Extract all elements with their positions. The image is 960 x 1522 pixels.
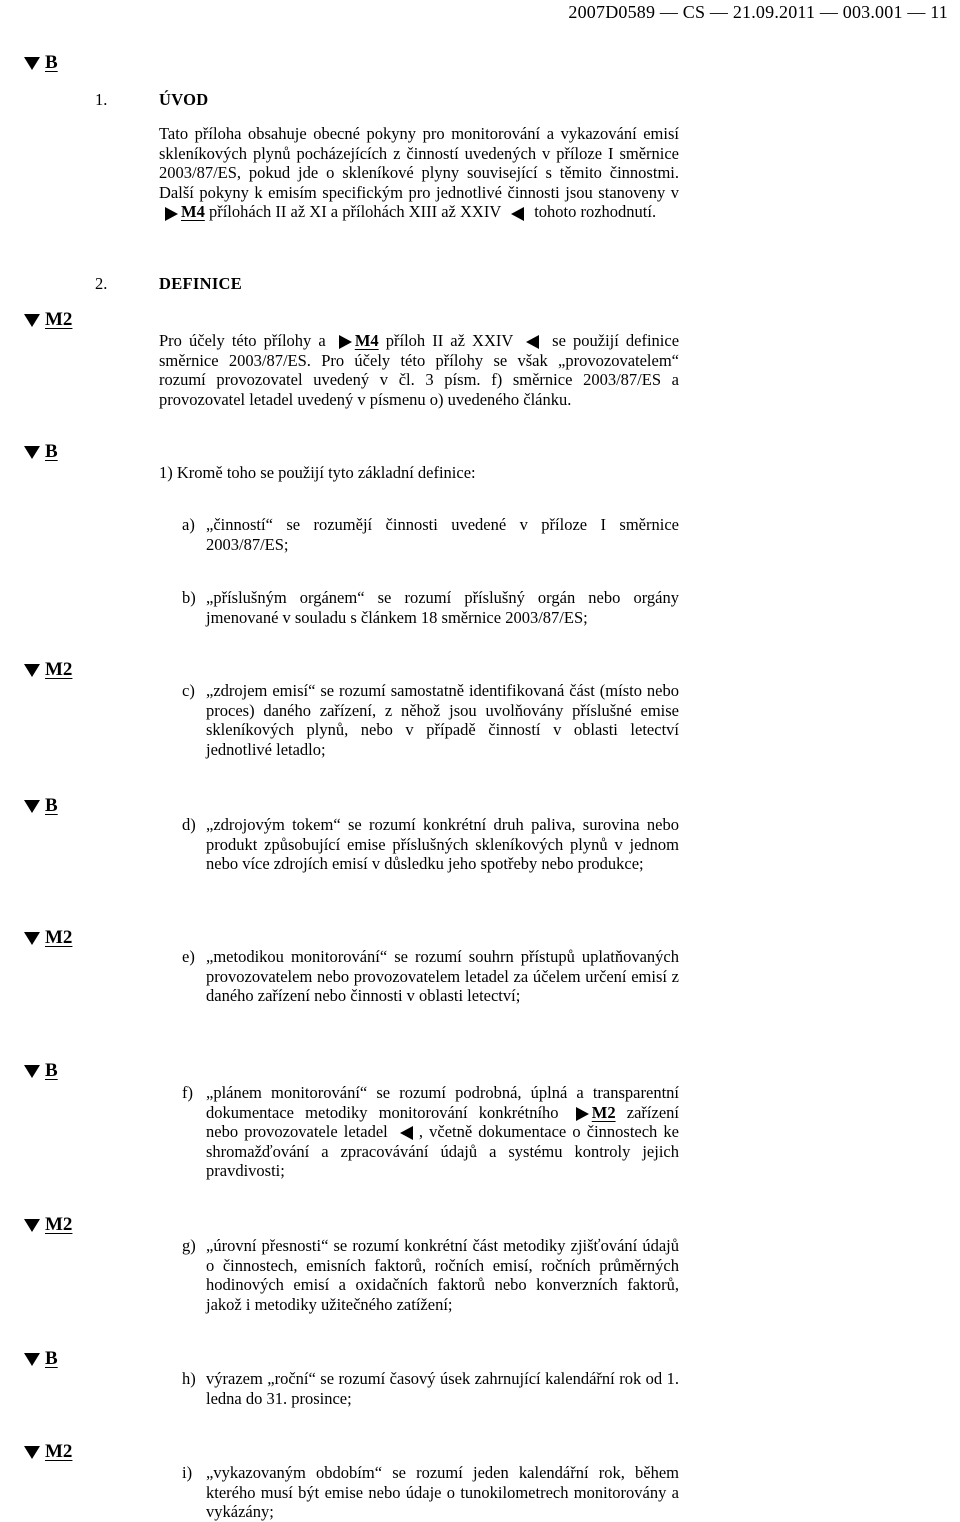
triangle-down-icon bbox=[24, 1065, 40, 1078]
amendment-marker: B bbox=[24, 1348, 58, 1370]
definition-item: d) „zdrojovým tokem“ se rozumí konkrétní druh paliva, surovina nebo produkt způsobující emise příslušných skleníkových plynů v jednom nebo více zdrojích emisí v důsledku jeho spotřeby nebo produkce; bbox=[182, 815, 679, 874]
definition-item: g) „úrovní přesnosti“ se rozumí konkrétní část metodiky zjišťování údajů o činnostech, emisních faktorů, ročních emisí, ročních průměrných hodinových emisí a oxidačních faktorů nebo konverzních faktorů, jakož i metodiky užitečného zatížení; bbox=[182, 1236, 679, 1314]
amendment-marker: M2 bbox=[24, 309, 72, 331]
definition-item: f) „plánem monitorování“ se rozumí podrobná, úplná a transparentní dokumentace metodiky monitorování konkrétního M2 zařízení nebo provozovatele letadel , včetně dokumentace o činnostech ke shromažďování a zpracovávání údajů a systému kontroly jejich pravdivosti; bbox=[182, 1083, 679, 1181]
amendment-marker-inline: M4 bbox=[333, 331, 379, 350]
triangle-down-icon bbox=[24, 314, 40, 327]
triangle-down-icon bbox=[24, 664, 40, 677]
section-1-heading: 1. ÚVOD bbox=[95, 90, 209, 109]
arrow-right-icon bbox=[165, 207, 178, 221]
section-1-paragraph: Tato příloha obsahuje obecné pokyny pro monitorování a vykazování emisí skleníkových plynů pocházejících z činností uvedených v příloze I směrnice 2003/87/ES, pokud jde o skleníkové plyny související s těmito činnostmi. Další pokyny k emisím specifickým pro jednotlivé činnosti jsou stanoveny v M4 přílohách II až XI a přílohách XIII až XXIV tohoto rozhodnutí. bbox=[159, 124, 679, 222]
definition-item: c) „zdrojem emisí“ se rozumí samostatně identifikovaná část (místo nebo proces) daného zařízení, z něhož jsou uvolňovány příslušné emise skleníkových plynů, nebo v případě činností v oblasti letectví jednotlivé letadlo; bbox=[182, 681, 679, 759]
triangle-down-icon bbox=[24, 446, 40, 459]
amendment-marker: B bbox=[24, 1060, 58, 1082]
amendment-marker: B bbox=[24, 795, 58, 817]
amendment-marker: B bbox=[24, 441, 58, 463]
amendment-marker: M2 bbox=[24, 1214, 72, 1236]
amendment-marker: M2 bbox=[24, 659, 72, 681]
definition-item: b) „příslušným orgánem“ se rozumí příslušný orgán nebo orgány jmenované v souladu s článkem 18 směrnice 2003/87/ES; bbox=[182, 588, 679, 627]
amendment-marker-inline: M2 bbox=[570, 1103, 616, 1122]
triangle-down-icon bbox=[24, 1219, 40, 1232]
definition-item: e) „metodikou monitorování“ se rozumí souhrn přístupů uplatňovaných provozovatelem nebo provozovatelem letadel za účelem určení emisí z daného zařízení nebo činnosti v oblasti letectví; bbox=[182, 947, 679, 1006]
amendment-marker: M2 bbox=[24, 1441, 72, 1463]
definition-item: h) výrazem „roční“ se rozumí časový úsek zahrnující kalendářní rok od 1. ledna do 31. prosince; bbox=[182, 1369, 679, 1408]
arrow-left-icon bbox=[400, 1126, 413, 1140]
arrow-left-icon bbox=[511, 207, 524, 221]
definition-item: i) „vykazovaným obdobím“ se rozumí jeden kalendářní rok, během kterého musí být emise nebo údaje o tunokilometrech monitorovány a vykázány; bbox=[182, 1463, 679, 1522]
amendment-marker-inline: M4 bbox=[159, 202, 205, 221]
arrow-left-icon bbox=[526, 335, 539, 349]
arrow-right-icon bbox=[576, 1107, 589, 1121]
triangle-down-icon bbox=[24, 1446, 40, 1459]
triangle-down-icon bbox=[24, 57, 40, 70]
triangle-down-icon bbox=[24, 932, 40, 945]
page-header: 2007D0589 — CS — 21.09.2011 — 003.001 — 11 bbox=[568, 2, 948, 22]
definition-item: a) „činností“ se rozumějí činnosti uvedené v příloze I směrnice 2003/87/ES; bbox=[182, 515, 679, 554]
triangle-down-icon bbox=[24, 1353, 40, 1366]
arrow-right-icon bbox=[339, 335, 352, 349]
amendment-marker: B bbox=[24, 52, 58, 74]
section-2-paragraph: Pro účely této přílohy a M4 příloh II až XXIV se použijí definice směrnice 2003/87/ES. Pro účely této přílohy se však „provozovatelem“ rozumí provozovatel uvedený v čl. 3 písm. f) směrnice 2003/87/ES a provozovatel letadel uvedený v písmenu o) uvedeného článku. bbox=[159, 331, 680, 409]
definitions-intro: 1) Kromě toho se použijí tyto základní definice: bbox=[159, 463, 476, 482]
amendment-marker: M2 bbox=[24, 927, 72, 949]
triangle-down-icon bbox=[24, 800, 40, 813]
section-2-heading: 2. DEFINICE bbox=[95, 274, 243, 293]
